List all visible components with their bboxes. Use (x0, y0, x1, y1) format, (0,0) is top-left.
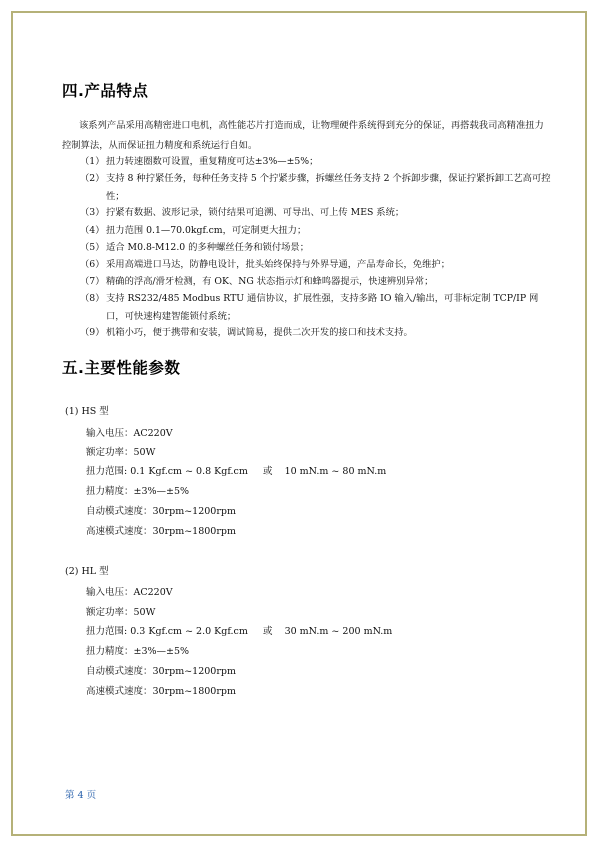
spec-line: 额定功率：50W (86, 447, 156, 458)
feature-number: （6） (80, 259, 105, 270)
spec-line: 高速模式速度：30rpm~1800rpm (86, 686, 236, 697)
feature-item (80, 239, 555, 257)
feature-number: （3） (80, 207, 105, 218)
spec-line: 输入电压：AC220V (86, 428, 173, 439)
feature-number: （8） (80, 293, 105, 304)
feature-number: （9） (80, 327, 105, 338)
model-heading: (2) HL 型 (65, 566, 109, 577)
section-4-intro: 该系列产品采用高精密进口电机，高性能芯片打造而成，让物理硬件系统得到充分的保证，再搭载我司高精准扭力控制算法，从而保证扭力精度和系统运行自如。 (62, 120, 544, 151)
feature-text: 支持 RS232/485 Modbus RTU 通信协议，扩展性强，支持多路 IO 输入/输出，可非标定制 TCP/IP 网口，可快速构建智能锁付系统； (106, 293, 539, 322)
feature-text: 精确的浮高/滑牙检测，有 OK、NG 状态指示灯和蜂鸣器提示，快速辨别异常； (106, 276, 434, 287)
spec-line: 额定功率：50W (86, 607, 156, 618)
feature-text: 支持 8 种拧紧任务，每种任务支持 5 个拧紧步骤，拆螺丝任务支持 2 个拆卸步骤，保证拧紧拆卸工艺高可控性； (106, 173, 551, 202)
spec-line: 自动模式速度：30rpm~1200rpm (86, 666, 236, 677)
spec-line: 扭力精度：±3%—±5% (86, 646, 190, 657)
feature-text: 采用高端进口马达，防静电设计，批头始终保持与外界导通，产品寿命长，免维护； (106, 259, 450, 270)
feature-number: （5） (80, 242, 105, 253)
page-number: 第 4 页 (65, 790, 97, 801)
feature-item (80, 170, 555, 205)
feature-item (80, 290, 555, 325)
feature-item (80, 153, 555, 171)
feature-item (80, 204, 555, 222)
feature-text: 扭力转速圈数可设置，重复精度可达±3%—±5%； (106, 156, 319, 167)
feature-text: 适合 M0.8-M12.0 的多种螺丝任务和锁付场景； (106, 242, 310, 253)
feature-item (80, 222, 555, 240)
feature-item (80, 256, 555, 274)
spec-line: 高速模式速度：30rpm~1800rpm (86, 526, 236, 537)
feature-text: 机箱小巧，便于携带和安装，调试简易，提供二次开发的接口和技术支持。 (106, 327, 413, 338)
feature-number: （4） (80, 225, 105, 236)
feature-text: 拧紧有数据、波形记录，锁付结果可追溯、可导出、可上传 MES 系统； (106, 207, 405, 218)
section-5-heading: 五.主要性能参数 (62, 359, 181, 377)
model-heading: (1) HS 型 (65, 406, 109, 417)
section-4-heading: 四.产品特点 (62, 82, 149, 100)
spec-line: 扭力精度：±3%—±5% (86, 486, 190, 497)
feature-item (80, 324, 555, 342)
spec-line: 输入电压：AC220V (86, 587, 173, 598)
spec-line: 扭力范围: 0.3 Kgf.cm ~ 2.0 Kgf.cm 或 30 mN.m ~ 200 mN.m (86, 626, 393, 637)
feature-item (80, 273, 555, 291)
feature-number: （7） (80, 276, 105, 287)
spec-line: 扭力范围: 0.1 Kgf.cm ~ 0.8 Kgf.cm 或 10 mN.m ~ 80 mN.m (86, 466, 387, 477)
feature-number: （2） (80, 173, 105, 184)
spec-line: 自动模式速度：30rpm~1200rpm (86, 506, 236, 517)
feature-number: （1） (80, 156, 105, 167)
feature-text: 扭力范围 0.1—70.0kgf.cm，可定制更大扭力； (106, 225, 307, 236)
